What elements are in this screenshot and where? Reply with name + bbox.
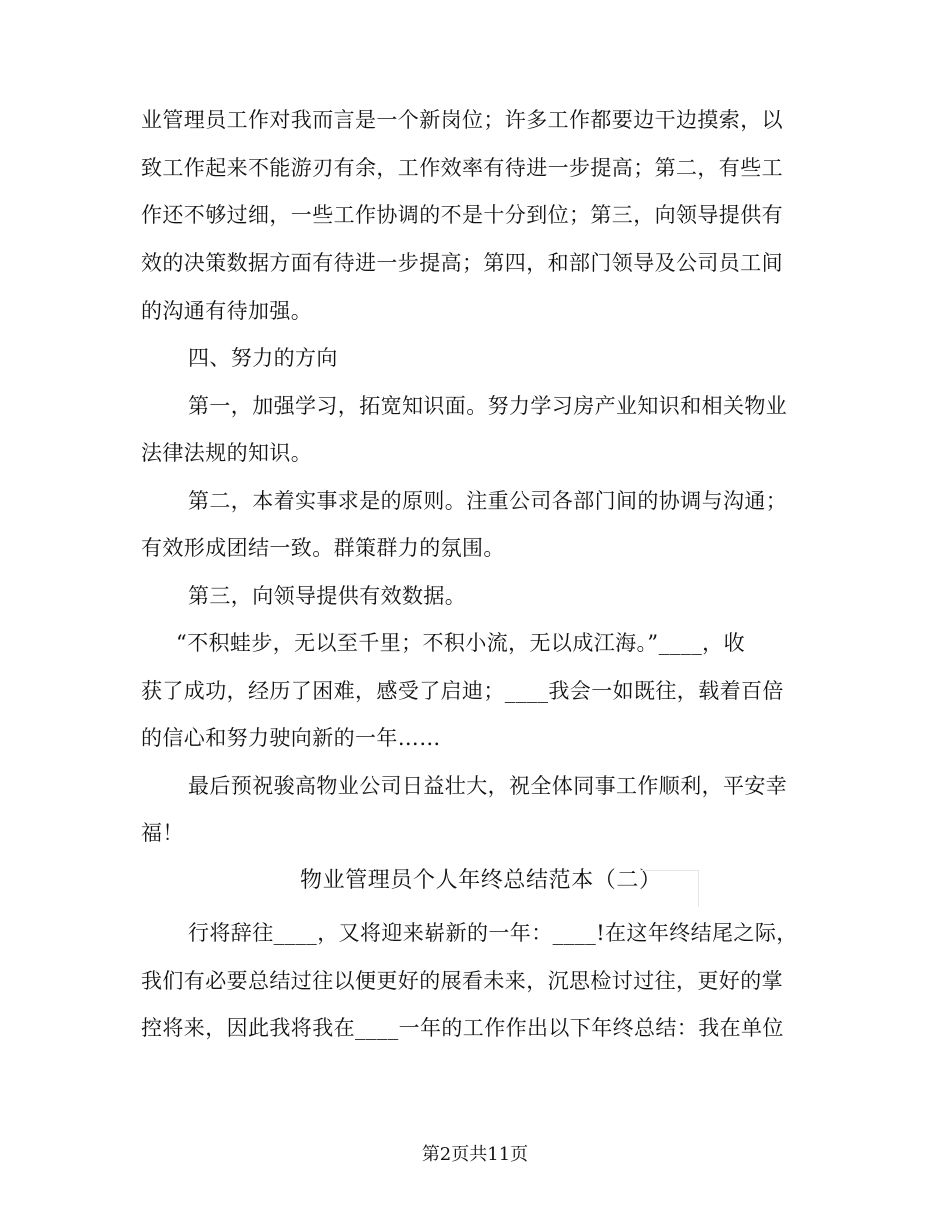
paragraph-line: 第三，向领导提供有效数据。: [188, 584, 467, 608]
title-frame-mark: [640, 870, 699, 907]
paragraph-line: 效的决策数据方面有待进一步提高；第四，和部门领导及公司员工间: [141, 251, 783, 275]
paragraph-line: 第二，本着实事求是的原则。注重公司各部门间的协调与沟通；: [188, 489, 788, 513]
paragraph-line: 的信心和努力驶向新的一年……: [141, 726, 441, 750]
section-title: 物业管理员个人年终总结范本（二）: [300, 868, 662, 893]
paragraph-line: 业管理员工作对我而言是一个新岗位；许多工作都要边干边摸索，以: [141, 108, 783, 132]
paragraph-line: 法律法规的知识。: [141, 441, 313, 465]
paragraph-line: “不积蛙步，无以至千里；不积小流，无以成江海。”____，收: [176, 631, 745, 655]
page-number-footer: 第2页共11页: [421, 1144, 529, 1165]
paragraph-line: 第一，加强学习，拓宽知识面。努力学习房产业知识和相关物业: [188, 394, 788, 418]
paragraph-line: 的沟通有待加强。: [141, 299, 313, 323]
paragraph-line: 我们有必要总结过往以便更好的展看未来，沉思检讨过往，更好的掌: [141, 969, 783, 993]
paragraph-line: 有效形成团结一致。群策群力的氛围。: [141, 536, 505, 560]
paragraph-line: 福！: [141, 821, 184, 845]
paragraph-line: 获了成功，经历了困难，感受了启迪；____我会一如既往，载着百倍: [141, 679, 784, 703]
paragraph-line: 作还不够过细，一些工作协调的不是十分到位；第三，向领导提供有: [141, 203, 783, 227]
section-heading: 四、努力的方向: [188, 346, 338, 370]
paragraph-line: 控将来，因此我将我在____一年的工作作出以下年终总结：我在单位: [141, 1016, 784, 1040]
paragraph-line: 致工作起来不能游刃有余，工作效率有待进一步提高；第二，有些工: [141, 156, 783, 180]
paragraph-line: 行将辞往____，又将迎来崭新的一年：____!在这年终结尾之际，: [188, 921, 798, 945]
paragraph-line: 最后预祝骏高物业公司日益壮大，祝全体同事工作顺利，平安幸: [188, 774, 788, 798]
